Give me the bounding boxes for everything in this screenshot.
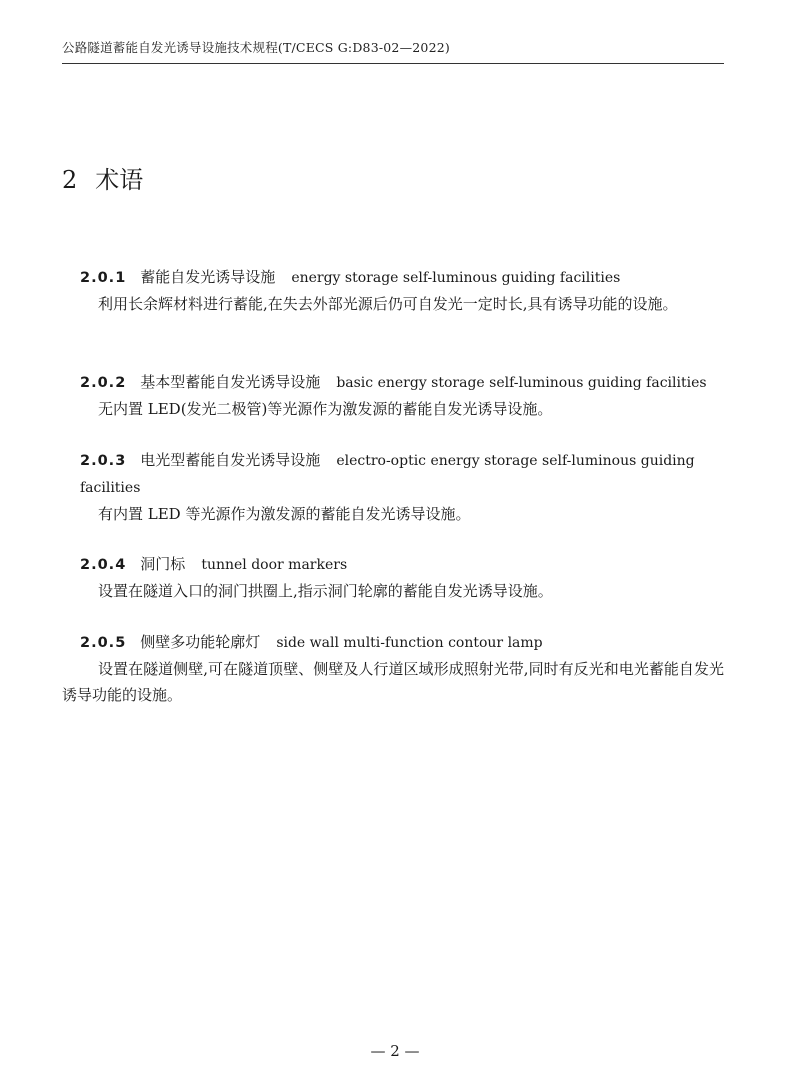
chapter-number: 2 bbox=[62, 166, 78, 194]
term-english: electro-optic energy storage self-luminous guiding facilities bbox=[80, 453, 695, 496]
term-chinese: 电光型蓄能自发光诱导设施 bbox=[140, 451, 321, 469]
term-english: energy storage self-luminous guiding facilities bbox=[291, 270, 621, 286]
term-chinese: 蓄能自发光诱导设施 bbox=[140, 268, 276, 286]
term-heading bbox=[62, 629, 724, 656]
term-entry-2-0-5 bbox=[62, 629, 724, 708]
header-rule bbox=[62, 63, 724, 64]
term-entry-2-0-4 bbox=[62, 551, 724, 604]
clause-number: 2.0.2 bbox=[80, 375, 127, 391]
term-english: side wall multi-function contour lamp bbox=[276, 635, 543, 651]
clause-number: 2.0.1 bbox=[80, 270, 127, 286]
clause-number: 2.0.4 bbox=[80, 557, 127, 573]
page-number: — 2 — bbox=[370, 1042, 420, 1060]
clause-number: 2.0.3 bbox=[80, 453, 127, 469]
term-chinese: 侧壁多功能轮廓灯 bbox=[140, 633, 261, 651]
term-entry-2-0-1 bbox=[62, 264, 724, 317]
term-heading bbox=[62, 264, 724, 291]
term-definition: 无内置 LED(发光二极管)等光源作为激发源的蓄能自发光诱导设施。 bbox=[98, 400, 553, 418]
term-chinese: 洞门标 bbox=[140, 555, 186, 573]
term-heading bbox=[62, 447, 724, 501]
term-entry-2-0-2 bbox=[62, 369, 724, 422]
term-english: tunnel door markers bbox=[201, 557, 348, 573]
term-entry-2-0-3 bbox=[62, 447, 724, 527]
clause-number: 2.0.5 bbox=[80, 635, 127, 651]
running-header: 公路隧道蓄能自发光诱导设施技术规程(T/CECS G:D83-02—2022) bbox=[62, 40, 450, 55]
term-english: basic energy storage self-luminous guiding facilities bbox=[336, 375, 707, 391]
term-definition: 有内置 LED 等光源作为激发源的蓄能自发光诱导设施。 bbox=[98, 505, 471, 523]
term-heading bbox=[62, 551, 724, 578]
chapter-title bbox=[62, 160, 143, 195]
term-chinese: 基本型蓄能自发光诱导设施 bbox=[140, 373, 321, 391]
term-definition: 设置在隧道入口的洞门拱圈上,指示洞门轮廓的蓄能自发光诱导设施。 bbox=[98, 582, 553, 600]
term-heading bbox=[62, 369, 724, 396]
term-definition: 设置在隧道侧壁,可在隧道顶壁、侧壁及人行道区域形成照射光带,同时有反光和电光蓄能自发光诱导功能的设施。 bbox=[62, 660, 724, 704]
term-definition: 利用长余辉材料进行蓄能,在失去外部光源后仍可自发光一定时长,具有诱导功能的设施。 bbox=[98, 295, 678, 313]
chapter-name: 术语 bbox=[95, 166, 144, 194]
